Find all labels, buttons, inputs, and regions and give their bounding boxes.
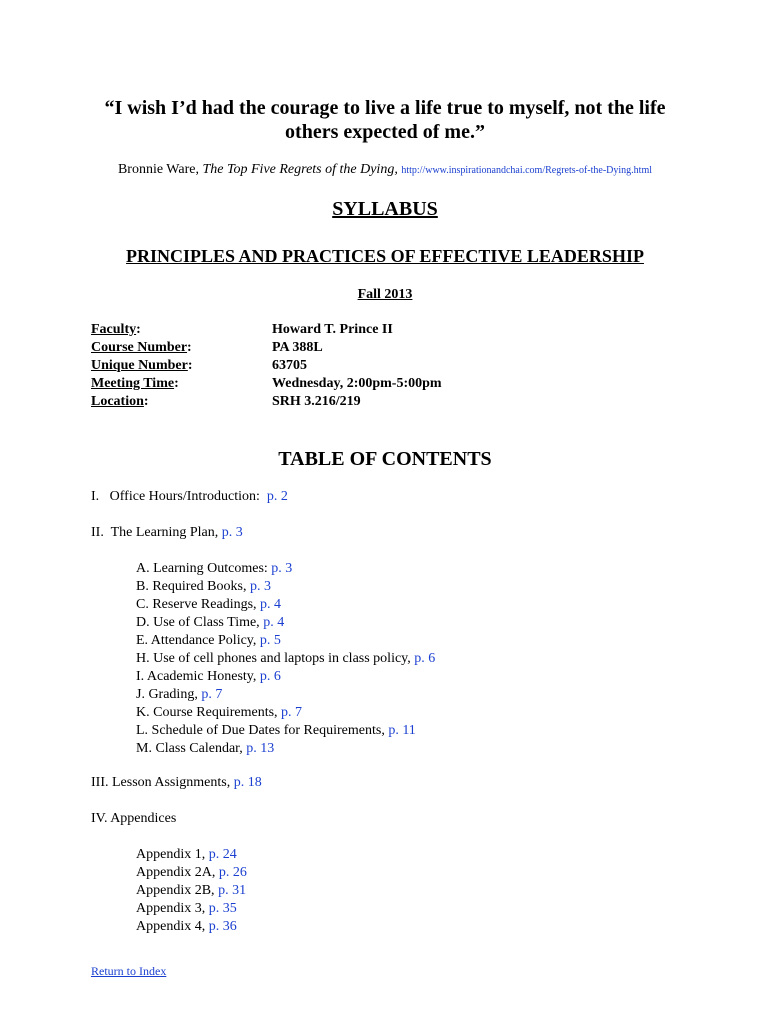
toc-page-link[interactable]: p. 5 — [259, 633, 281, 648]
course-info-labels — [91, 321, 193, 411]
course-title: PRINCIPLES AND PRACTICES OF EFFECTIVE LEADERSHIP — [126, 246, 644, 266]
toc-section-learning-plan: II. The Learning Plan, p. 3 — [91, 525, 243, 540]
toc-item-learning-outcomes: A. Learning Outcomes: p. 3 — [136, 561, 293, 576]
toc-page-link[interactable]: p. 24 — [208, 847, 237, 862]
toc-item-appendix-4: Appendix 4, p. 36 — [136, 919, 237, 934]
toc-heading: TABLE OF CONTENTS — [278, 448, 492, 470]
info-value-unique-number: 63705 — [272, 358, 307, 373]
term-label: Fall 2013 — [357, 287, 413, 302]
quote-line-1: “I wish I’d had the courage to live a life true to myself, not the life — [104, 97, 666, 119]
info-label-faculty: Faculty: — [91, 322, 141, 337]
toc-page-link[interactable]: p. 35 — [208, 901, 237, 916]
toc-page-link[interactable]: p. 26 — [218, 865, 247, 880]
quote-line-2: others expected of me.” — [285, 121, 485, 143]
toc-item-grading: J. Grading, p. 7 — [136, 687, 223, 702]
quote-attribution — [0, 161, 770, 180]
toc-item-schedule-of-due-dates: L. Schedule of Due Dates for Requirements, p. 11 — [136, 723, 416, 738]
toc-page-link[interactable]: p. 36 — [208, 919, 237, 934]
toc-page-link[interactable]: p. 2 — [266, 489, 288, 504]
toc-page-link[interactable]: p. 3 — [221, 525, 243, 540]
toc-page-link[interactable]: p. 7 — [201, 687, 223, 702]
toc-page-link[interactable]: p. 4 — [263, 615, 285, 630]
toc-item-required-books: B. Required Books, p. 3 — [136, 579, 271, 594]
info-label-unique-number: Unique Number: — [91, 358, 193, 373]
toc-page-link[interactable]: p. 7 — [281, 705, 303, 720]
toc-section-appendices: IV. Appendices — [91, 811, 177, 826]
course-info-values — [272, 321, 442, 411]
toc-page-link[interactable]: p. 6 — [259, 669, 281, 684]
epigraph-quote — [60, 96, 710, 144]
info-label-course-number: Course Number: — [91, 340, 192, 355]
toc-section-lesson-assignments: III. Lesson Assignments, p. 18 — [91, 775, 262, 790]
toc-page-link[interactable]: p. 18 — [233, 775, 262, 790]
attribution-author: Bronnie Ware, — [117, 162, 203, 177]
toc-item-reserve-readings: C. Reserve Readings, p. 4 — [136, 597, 282, 612]
toc-item-cell-phone-policy: H. Use of cell phones and laptops in class policy, p. 6 — [136, 651, 436, 666]
toc-page-link[interactable]: p. 11 — [388, 723, 416, 738]
info-value-meeting-time: Wednesday, 2:00pm-5:00pm — [272, 376, 442, 391]
toc-item-class-calendar: M. Class Calendar, p. 13 — [136, 741, 275, 756]
info-label-meeting-time: Meeting Time: — [91, 376, 179, 391]
toc-section-office-hours: I. Office Hours/Introduction: p. 2 — [91, 489, 288, 504]
toc-item-appendix-3: Appendix 3, p. 35 — [136, 901, 237, 916]
toc-item-attendance-policy: E. Attendance Policy, p. 5 — [136, 633, 281, 648]
toc-page-link[interactable]: p. 4 — [260, 597, 282, 612]
toc-item-use-of-class-time: D. Use of Class Time, p. 4 — [136, 615, 285, 630]
toc-page-link[interactable]: p. 3 — [249, 579, 271, 594]
syllabus-heading: SYLLABUS — [332, 198, 438, 220]
attribution-book-title: The Top Five Regrets of the Dying, — [202, 162, 398, 177]
info-label-location: Location: — [91, 394, 149, 409]
toc-page-link[interactable]: p. 3 — [271, 561, 293, 576]
toc-item-appendix-2b: Appendix 2B, p. 31 — [136, 883, 247, 898]
info-value-location: SRH 3.216/219 — [272, 394, 361, 409]
toc-page-link[interactable]: p. 6 — [414, 651, 436, 666]
toc-item-appendix-1: Appendix 1, p. 24 — [136, 847, 237, 862]
toc-page-link[interactable]: p. 31 — [218, 883, 247, 898]
toc-item-appendix-2a: Appendix 2A, p. 26 — [136, 865, 247, 880]
info-value-faculty: Howard T. Prince II — [272, 322, 393, 337]
toc-page-link[interactable]: p. 13 — [246, 741, 275, 756]
return-to-index-link[interactable]: Return to Index — [91, 964, 167, 978]
info-value-course-number: PA 388L — [272, 340, 323, 355]
toc-item-academic-honesty: I. Academic Honesty, p. 6 — [136, 669, 281, 684]
attribution-url-link[interactable]: http://www.inspirationandchai.com/Regrets-of-the-Dying.html — [401, 165, 653, 176]
toc-item-course-requirements: K. Course Requirements, p. 7 — [136, 705, 303, 720]
